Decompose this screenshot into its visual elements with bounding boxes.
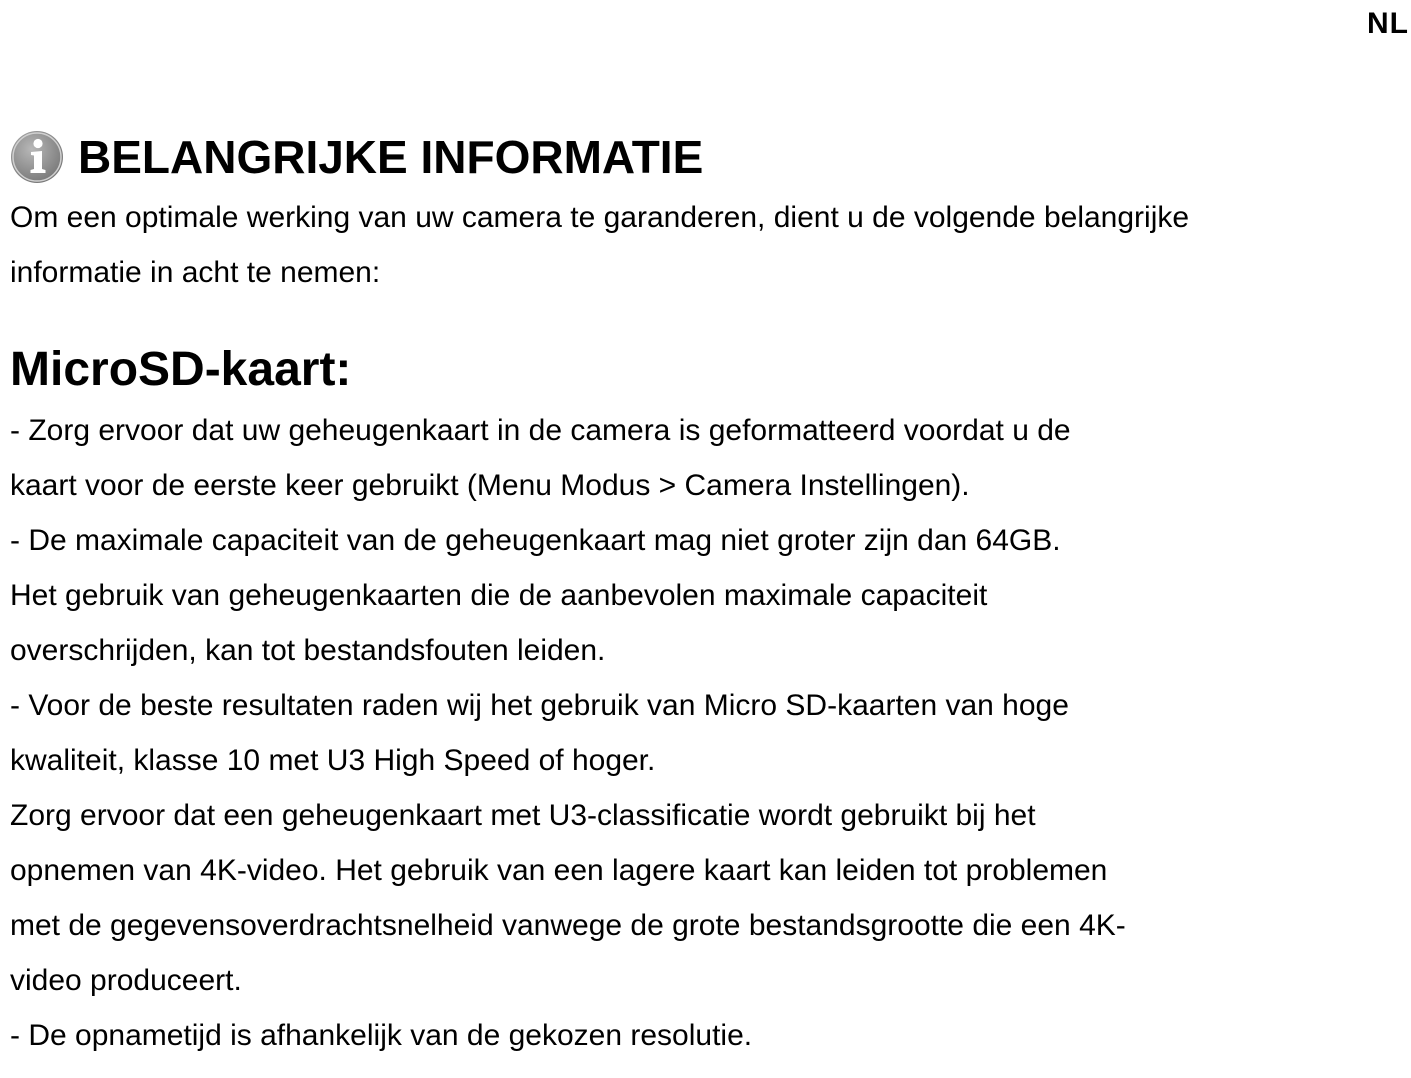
text-line: - Voor de beste resultaten raden wij het gebruik van Micro SD-kaarten van hoge xyxy=(10,689,1069,722)
text-line: Zorg ervoor dat een geheugenkaart met U3-classificatie wordt gebruikt bij het xyxy=(10,799,1036,832)
text-line: - Zorg ervoor dat uw geheugenkaart in de camera is geformatteerd voordat u de xyxy=(10,414,1071,447)
microsd-heading: MicroSD-kaart: xyxy=(10,343,352,396)
page-content xyxy=(10,124,1405,1063)
text-line: kwaliteit, klasse 10 met U3 High Speed of hoger. xyxy=(10,744,656,777)
text-line: - De maximale capaciteit van de geheugenkaart mag niet groter zijn dan 64GB. xyxy=(10,524,1061,557)
text-line: - De opnametijd is afhankelijk van de gekozen resolutie. xyxy=(10,1019,753,1052)
microsd-text xyxy=(10,403,1405,1063)
language-code: NL xyxy=(1367,7,1409,40)
text-line: video produceert. xyxy=(10,964,242,997)
text-line: met de gegevensoverdrachtsnelheid vanwege de grote bestandsgrootte die een 4K- xyxy=(10,909,1126,942)
text-line: overschrijden, kan tot bestandsfouten leiden. xyxy=(10,634,606,667)
text-line: kaart voor de eerste keer gebruikt (Menu Modus > Camera Instellingen). xyxy=(10,469,970,502)
text-line: Het gebruik van geheugenkaarten die de aanbevolen maximale capaciteit xyxy=(10,579,988,612)
section-header xyxy=(10,124,1405,190)
text-line: opnemen van 4K-video. Het gebruik van een lagere kaart kan leiden tot problemen xyxy=(10,854,1108,887)
section-title: BELANGRIJKE INFORMATIE xyxy=(78,131,704,183)
info-icon xyxy=(10,130,64,184)
intro-paragraph: Om een optimale werking van uw camera te garanderen, dient u de volgende belangrijke informatie in acht te nemen: xyxy=(10,201,1190,289)
